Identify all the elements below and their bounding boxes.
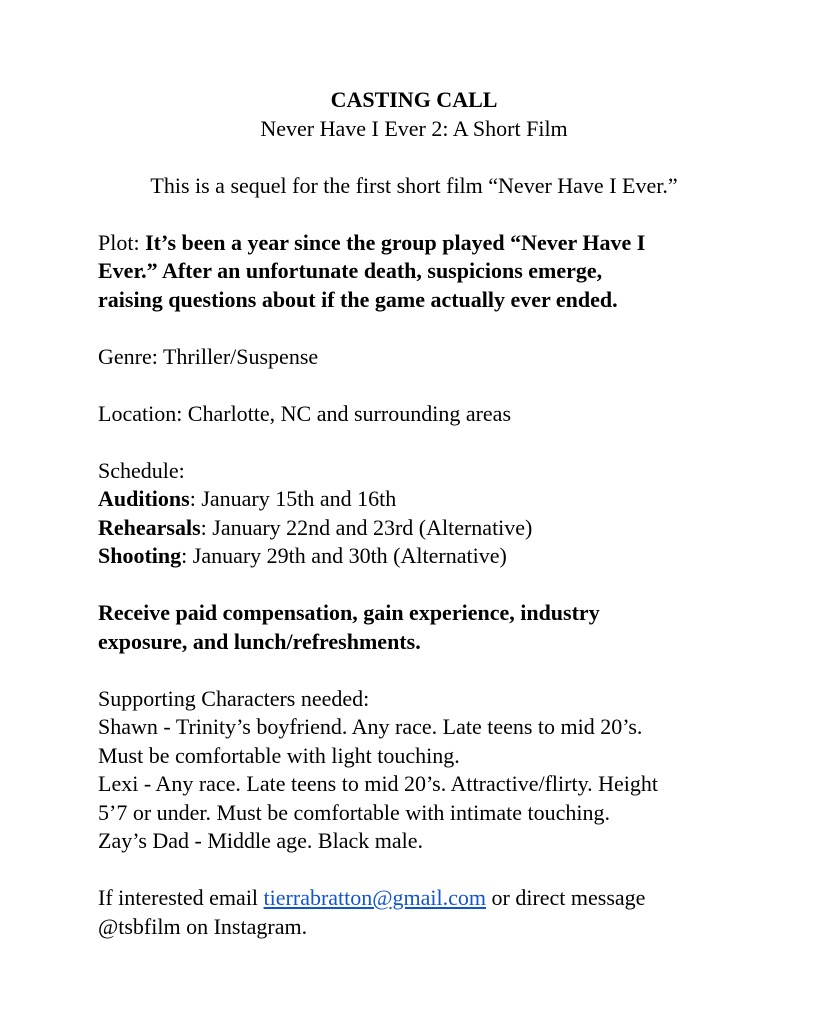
plot-text-3: raising questions about if the game actually ever ended.: [98, 286, 618, 312]
plot-text-2: Ever.” After an unfortunate death, suspicions emerge,: [98, 258, 603, 283]
compensation-line-1: Receive paid compensation, gain experience, industry: [98, 600, 600, 625]
contact-line-2: @tsbfilm on Instagram.: [98, 913, 308, 939]
character-line: Lexi - Any race. Late teens to mid 20’s. Attractive/flirty. Height: [98, 771, 659, 796]
schedule-section: [98, 457, 738, 571]
schedule-label: Rehearsals: [98, 514, 201, 540]
plot-line-1: [98, 229, 738, 258]
schedule-item-shooting: [98, 542, 738, 571]
email-link[interactable]: tierrabratton@gmail.com: [263, 885, 487, 910]
document-title: CASTING CALL: [330, 87, 498, 112]
plot-section: [98, 229, 738, 315]
contact-prefix: If interested email: [98, 885, 264, 910]
schedule-item-rehearsals: [98, 514, 738, 543]
character-line: 5’7 or under. Must be comfortable with intimate touching.: [98, 799, 611, 825]
character-line: Shawn - Trinity’s boyfriend. Any race. Late teens to mid 20’s.: [98, 714, 643, 739]
character-line: Zay’s Dad - Middle age. Black male.: [98, 828, 424, 853]
plot-label: Plot:: [98, 229, 146, 255]
contact-line-1: [98, 884, 738, 913]
schedule-value: : January 15th and 16th: [189, 486, 397, 511]
intro-text: This is a sequel for the first short film “Never Have I Ever.”: [150, 172, 678, 198]
compensation-section: [98, 599, 738, 656]
plot-text-1: It’s been a year since the group played “Never Have I: [145, 229, 646, 255]
schedule-label: Auditions: [98, 486, 190, 511]
casting-call-document: [98, 86, 738, 941]
schedule-label: Shooting: [98, 543, 182, 568]
contact-suffix: or direct message: [486, 885, 646, 910]
genre-line: Genre: Thriller/Suspense: [98, 343, 319, 369]
schedule-value: : January 29th and 30th (Alternative): [181, 543, 507, 568]
location-line: Location: Charlotte, NC and surrounding areas: [98, 400, 512, 426]
compensation-line-2: exposure, and lunch/refreshments.: [98, 628, 421, 654]
schedule-item-auditions: [98, 485, 738, 514]
character-line: Must be comfortable with light touching.: [98, 742, 460, 768]
schedule-heading: Schedule:: [98, 457, 185, 483]
characters-section: [98, 685, 738, 856]
document-subtitle: Never Have I Ever 2: A Short Film: [260, 115, 568, 141]
contact-section: [98, 884, 738, 941]
schedule-value: : January 22nd and 23rd (Alternative): [200, 514, 533, 540]
characters-heading: Supporting Characters needed:: [98, 685, 370, 711]
